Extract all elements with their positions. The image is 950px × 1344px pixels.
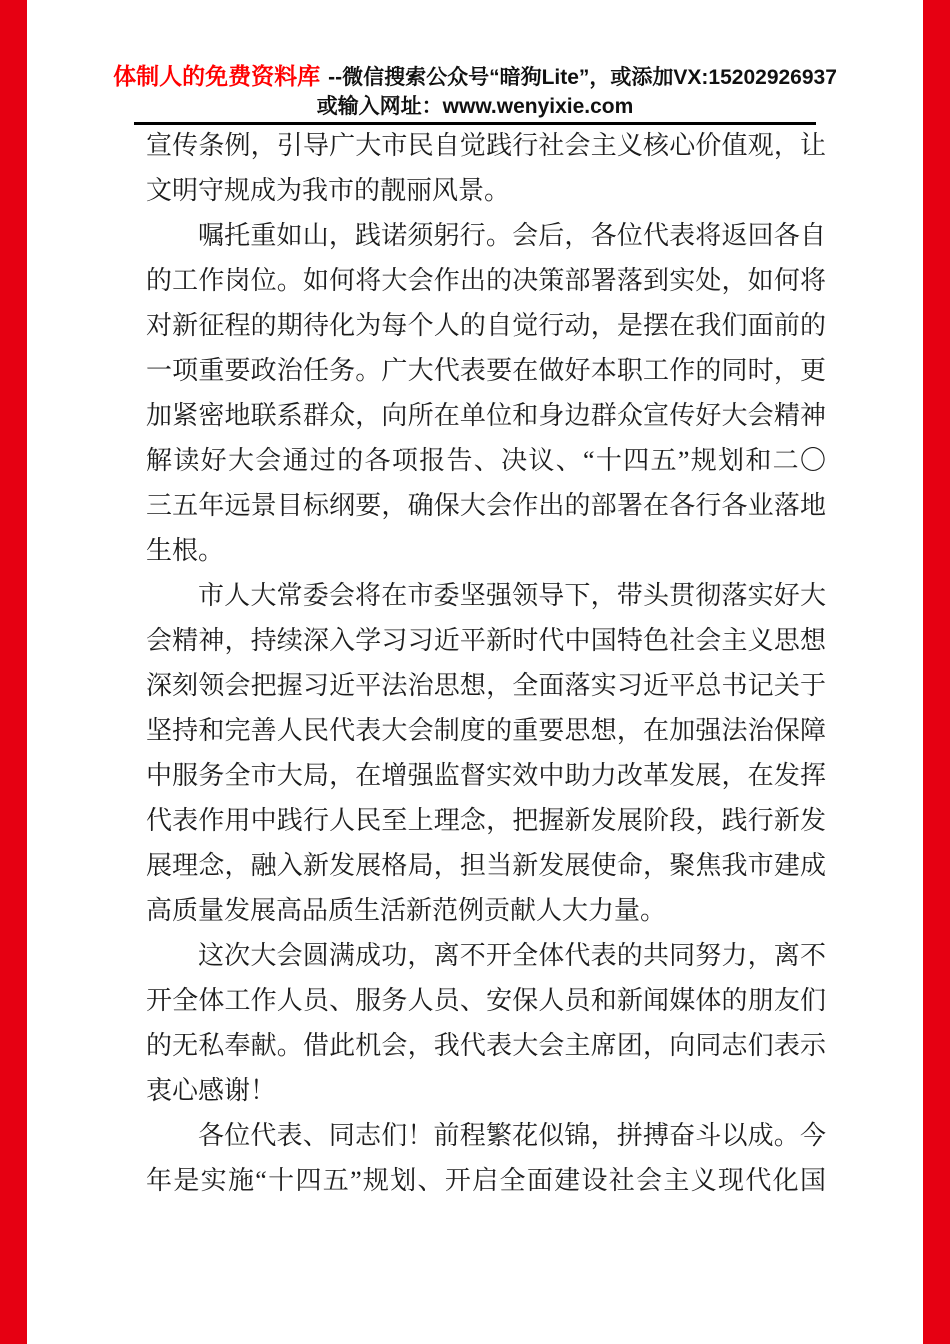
text-line: 年是实施“十四五”规划、开启全面建设社会主义现代化国 <box>146 1166 826 1195</box>
text-line: 宣传条例，引导广大市民自觉践行社会主义核心价值观，让 <box>146 131 826 160</box>
document-body <box>146 123 826 1203</box>
text-line: 嘱托重如山，践诺须躬行。会后，各位代表将返回各自 <box>198 221 826 250</box>
text-line: 加紧密地联系群众，向所在单位和身边群众宣传好大会精神 <box>146 401 826 430</box>
text-line: 这次大会圆满成功，离不开全体代表的共同努力，离不 <box>198 941 826 970</box>
left-red-border <box>0 0 27 1344</box>
text-line: 解读好大会通过的各项报告、决议、“十四五”规划和二〇 <box>146 446 826 475</box>
text-line: 坚持和完善人民代表大会制度的重要思想，在加强法治保障 <box>146 716 826 745</box>
page-content <box>27 0 923 1344</box>
text-line: 开全体工作人员、服务人员、安保人员和新闻媒体的朋友们 <box>146 986 826 1015</box>
text-line: 生根。 <box>146 536 225 565</box>
ad-header <box>27 60 923 122</box>
text-line: 中服务全市大局，在增强监督实效中助力改革发展，在发挥 <box>146 761 826 790</box>
right-red-border <box>923 0 950 1344</box>
text-line: 三五年远景目标纲要，确保大会作出的部署在各行各业落地 <box>146 491 826 520</box>
text-line: 对新征程的期待化为每个人的自觉行动，是摆在我们面前的 <box>146 311 826 340</box>
text-line: 文明守规成为我市的靓丽风景。 <box>146 176 511 205</box>
brand-title: 体制人的免费资料库 <box>113 63 321 89</box>
text-line: 高质量发展高品质生活新范例贡献人大力量。 <box>146 896 667 925</box>
text-line: 的工作岗位。如何将大会作出的决策部署落到实处，如何将 <box>146 266 826 295</box>
text-line: 深刻领会把握习近平法治思想，全面落实习近平总书记关于 <box>146 671 826 700</box>
text-line: 市人大常委会将在市委坚强领导下，带头贯彻落实好大 <box>198 581 826 610</box>
text-line: 展理念，融入新发展格局，担当新发展使命，聚焦我市建成 <box>146 851 826 880</box>
text-line: 会精神，持续深入学习习近平新时代中国特色社会主义思想 <box>146 626 826 655</box>
text-line: 衷心感谢！ <box>146 1076 277 1105</box>
text-line: 各位代表、同志们！前程繁花似锦，拼搏奋斗以成。今 <box>198 1121 826 1150</box>
ad-header-line1 <box>27 60 923 92</box>
text-line: 一项重要政治任务。广大代表要在做好本职工作的同时，更 <box>146 356 826 385</box>
website-url-text: 或输入网址：www.wenyixie.com <box>316 95 634 118</box>
text-line: 的无私奉献。借此机会，我代表大会主席团，向同志们表示 <box>146 1031 826 1060</box>
wechat-contact-text: --微信搜索公众号“暗狗Lite”，或添加VX:15202926937 <box>328 66 837 89</box>
text-line: 代表作用中践行人民至上理念，把握新发展阶段，践行新发 <box>146 806 826 835</box>
